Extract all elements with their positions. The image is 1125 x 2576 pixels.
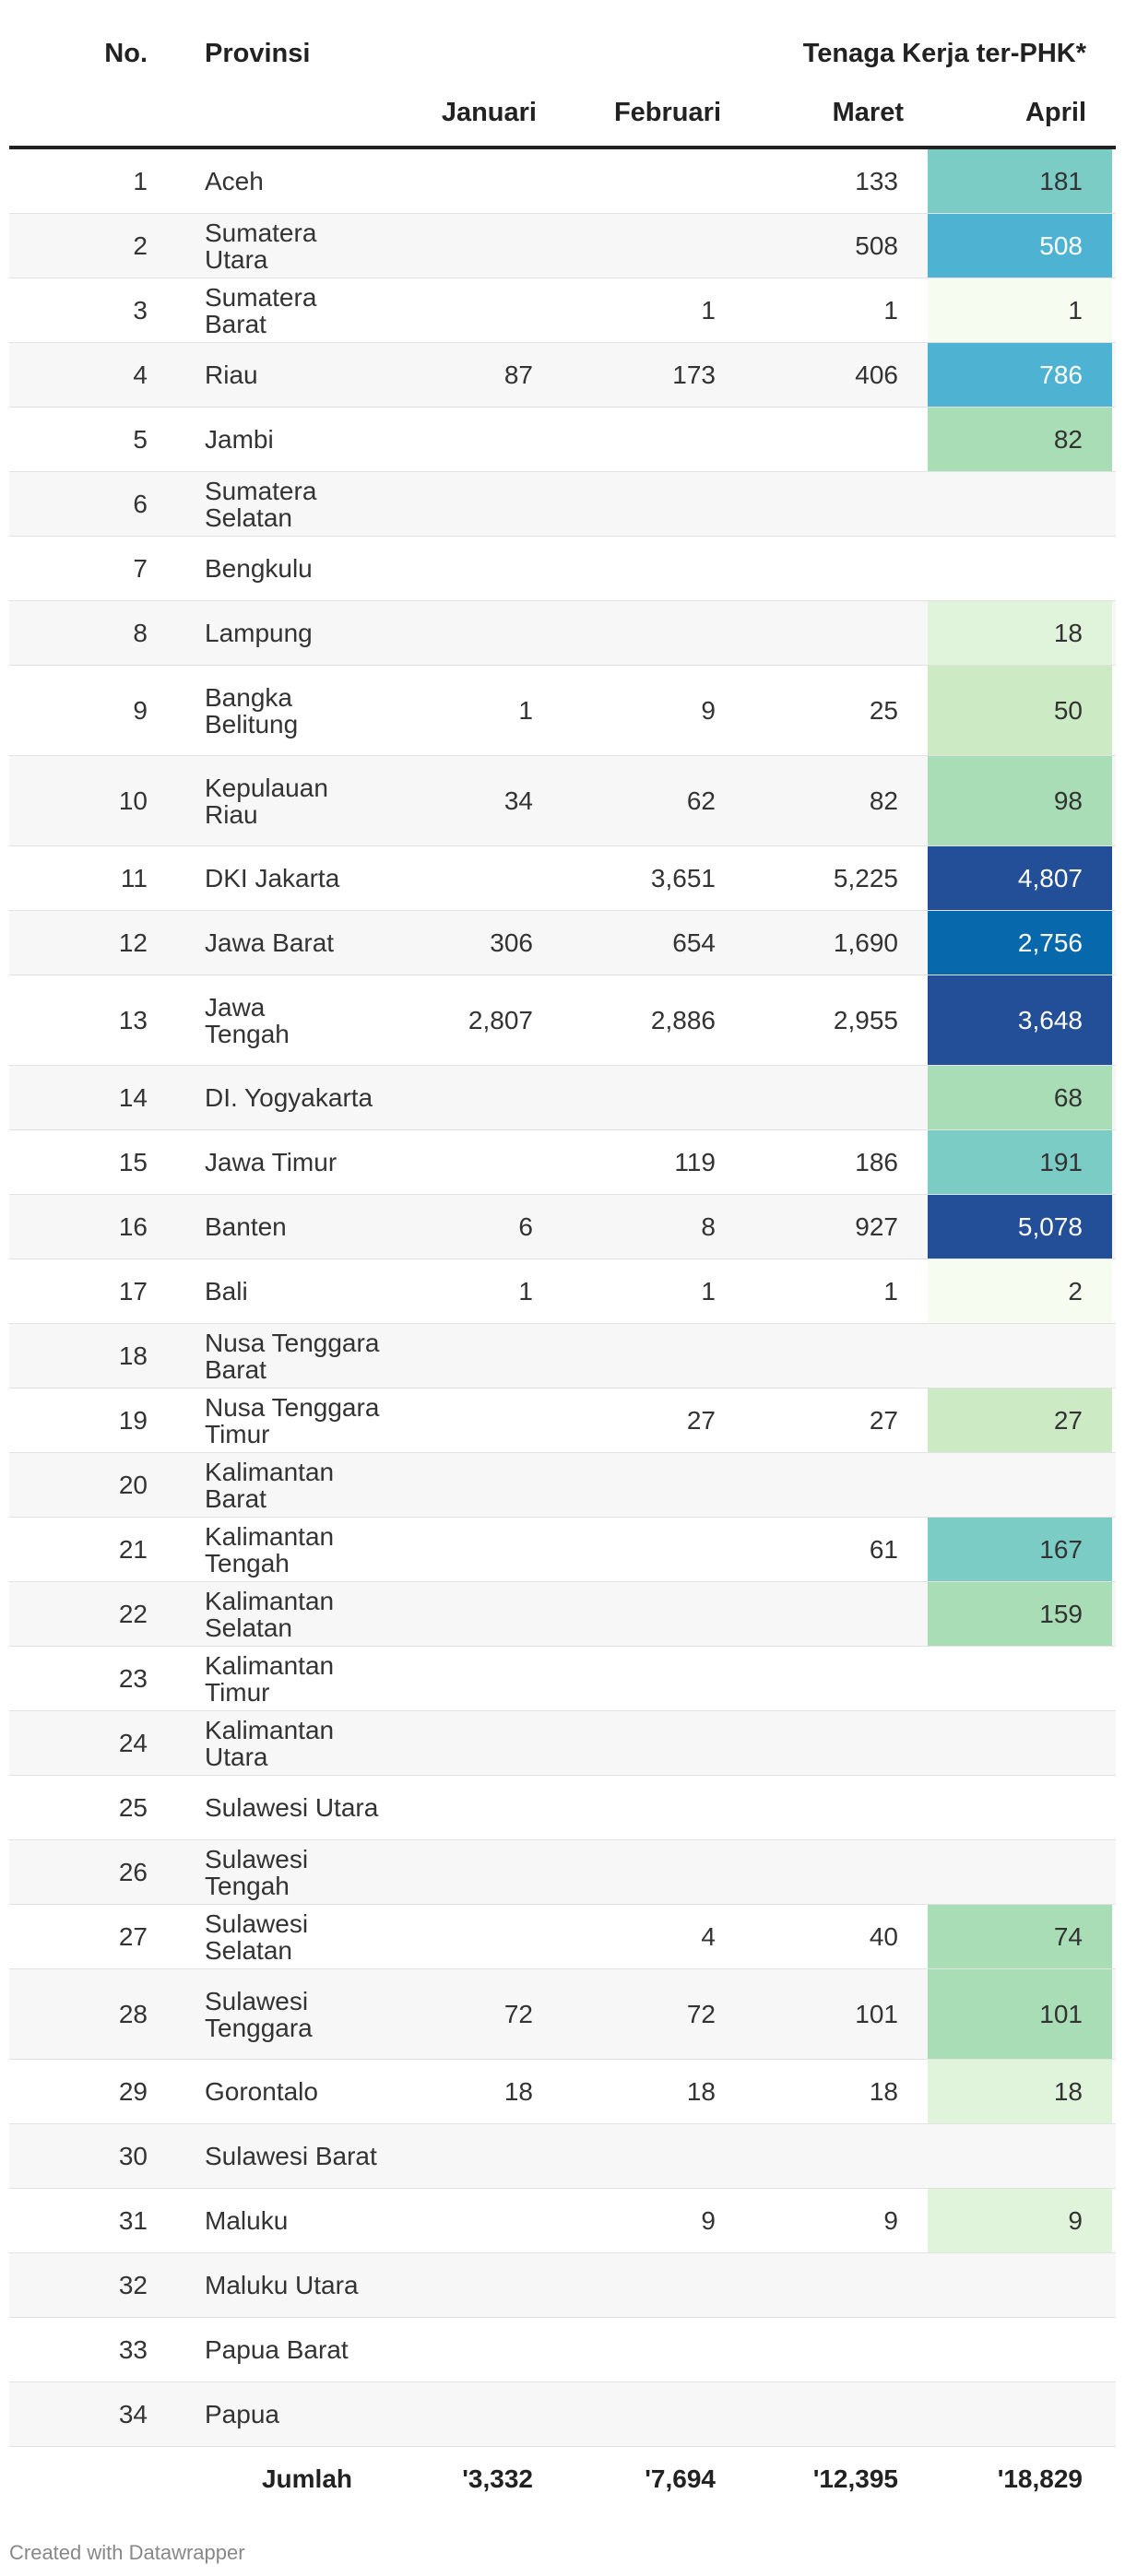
cell-januari: 1 — [518, 695, 533, 725]
cell-april: 159 — [928, 1582, 1112, 1646]
cell-no: 15 — [118, 1147, 148, 1176]
cell-maret: 927 — [855, 1211, 898, 1241]
cell-maret: 508 — [855, 230, 898, 260]
table-row — [9, 2060, 1116, 2124]
table-row — [9, 1647, 1116, 1711]
cell-januari: 34 — [503, 786, 533, 815]
cell-province: Sumatera Barat — [205, 282, 317, 338]
table-row — [9, 537, 1116, 601]
cell-maret — [745, 408, 928, 471]
cell-april: 101 — [928, 1969, 1112, 2059]
datawrapper-credit[interactable]: Created with Datawrapper — [9, 2541, 245, 2564]
cell-no: 30 — [118, 2141, 148, 2170]
cell-no: 1 — [133, 166, 148, 195]
cell-januari: 72 — [503, 1999, 533, 2028]
cell-april — [928, 1840, 1112, 1904]
table-row — [9, 2189, 1116, 2253]
cell-maret: 61 — [869, 1534, 898, 1564]
cell-april: 1 — [928, 278, 1112, 342]
cell-april: 74 — [928, 1905, 1112, 1968]
cell-februari: 173 — [672, 360, 716, 389]
cell-province: Kalimantan Selatan — [205, 1586, 335, 1642]
cell-april — [928, 2318, 1112, 2381]
cell-maret: 18 — [869, 2076, 898, 2106]
header-maret[interactable]: Maret — [832, 98, 904, 127]
total-label: Jumlah — [261, 2464, 352, 2493]
cell-maret: 2,955 — [833, 1005, 898, 1034]
cell-maret: 406 — [855, 360, 898, 389]
header-januari[interactable]: Januari — [441, 98, 537, 127]
cell-province: Nusa Tenggara Barat — [205, 1328, 380, 1384]
cell-no: 31 — [118, 2205, 148, 2235]
table-row — [9, 278, 1116, 343]
cell-april — [928, 1647, 1112, 1710]
cell-province: Jambi — [205, 425, 274, 454]
cell-februari — [562, 149, 745, 213]
cell-no: 2 — [133, 230, 148, 260]
cell-maret: 27 — [869, 1405, 898, 1435]
cell-no: 11 — [120, 863, 148, 892]
cell-januari — [380, 1453, 562, 1517]
cell-maret — [745, 601, 928, 665]
cell-april — [928, 472, 1112, 536]
table-row — [9, 2253, 1116, 2318]
cell-januari — [380, 278, 562, 342]
cell-province: Maluku — [205, 2206, 289, 2235]
cell-province: Sulawesi Tenggara — [205, 1986, 313, 2042]
cell-januari — [380, 2382, 562, 2446]
cell-februari: 9 — [701, 695, 716, 725]
cell-januari — [380, 1324, 562, 1388]
cell-februari — [562, 537, 745, 600]
cell-maret — [745, 2382, 928, 2446]
cell-maret — [745, 1066, 928, 1129]
cell-februari: 62 — [686, 786, 716, 815]
cell-januari — [380, 408, 562, 471]
cell-maret: 5,225 — [833, 863, 898, 892]
cell-no: 7 — [133, 553, 148, 583]
cell-februari: 119 — [674, 1147, 716, 1176]
cell-januari: 87 — [503, 360, 533, 389]
total-row — [9, 2447, 1116, 2511]
cell-province: Kalimantan Tengah — [205, 1521, 335, 1578]
cell-februari: 72 — [686, 1999, 716, 2028]
cell-april: 9 — [928, 2189, 1112, 2252]
cell-province: Sumatera Utara — [205, 218, 317, 274]
header-no[interactable]: No. — [104, 39, 148, 68]
cell-province: Bali — [205, 1277, 248, 1306]
cell-april: 98 — [928, 756, 1112, 845]
cell-province: Sulawesi Barat — [205, 2142, 377, 2170]
cell-province: Jawa Tengah — [205, 992, 290, 1048]
cell-april: 18 — [928, 601, 1112, 665]
cell-maret: 25 — [869, 695, 898, 725]
cell-province: Kalimantan Barat — [205, 1457, 335, 1513]
cell-maret: 40 — [869, 1921, 898, 1951]
cell-januari — [380, 149, 562, 213]
cell-januari — [380, 472, 562, 536]
cell-maret: 9 — [883, 2205, 898, 2235]
cell-april — [928, 1324, 1112, 1388]
table-row — [9, 1518, 1116, 1582]
table-row — [9, 1905, 1116, 1969]
cell-april — [928, 2253, 1112, 2317]
cell-januari — [380, 1840, 562, 1904]
cell-maret — [745, 1711, 928, 1775]
cell-april: 18 — [928, 2060, 1112, 2123]
cell-province: Jawa Timur — [205, 1148, 338, 1176]
cell-februari — [562, 408, 745, 471]
total-maret: '12,395 — [812, 2464, 898, 2493]
cell-februari — [562, 1066, 745, 1129]
cell-province: Aceh — [205, 167, 264, 195]
cell-maret — [745, 1776, 928, 1839]
cell-januari — [380, 1518, 562, 1581]
table-row — [9, 1324, 1116, 1388]
table-row — [9, 601, 1116, 666]
cell-province: Riau — [205, 360, 258, 389]
cell-februari: 654 — [672, 928, 716, 957]
cell-no: 33 — [118, 2334, 148, 2364]
cell-januari — [380, 2253, 562, 2317]
cell-april — [928, 537, 1112, 600]
total-februari: '7,694 — [645, 2464, 716, 2493]
cell-province: Sumatera Selatan — [205, 476, 317, 532]
cell-maret — [745, 472, 928, 536]
cell-januari: 18 — [503, 2076, 533, 2106]
cell-februari — [562, 1711, 745, 1775]
table-row — [9, 1130, 1116, 1195]
cell-no: 9 — [133, 695, 148, 725]
cell-no: 29 — [118, 2076, 148, 2106]
cell-no: 13 — [118, 1005, 148, 1034]
cell-februari: 2,886 — [650, 1005, 716, 1034]
cell-no: 28 — [118, 1999, 148, 2028]
cell-januari — [380, 2124, 562, 2188]
cell-april: 3,648 — [928, 975, 1112, 1065]
cell-maret — [745, 1647, 928, 1710]
cell-januari — [380, 2189, 562, 2252]
cell-maret: 82 — [869, 786, 898, 815]
cell-februari — [562, 214, 745, 278]
header-april[interactable]: April — [1024, 98, 1086, 127]
cell-april: 167 — [928, 1518, 1112, 1581]
cell-januari: 1 — [518, 1276, 533, 1306]
cell-maret — [745, 537, 928, 600]
header-group-title: Tenaga Kerja ter-PHK* — [802, 39, 1086, 68]
cell-april — [928, 1711, 1112, 1775]
cell-februari — [562, 601, 745, 665]
cell-april: 508 — [928, 214, 1112, 278]
cell-april — [928, 2124, 1112, 2188]
table-row — [9, 343, 1116, 408]
cell-januari — [380, 601, 562, 665]
cell-province: Bengkulu — [205, 554, 313, 583]
cell-januari — [380, 1905, 562, 1968]
cell-no: 21 — [118, 1534, 148, 1564]
cell-februari: 3,651 — [650, 863, 716, 892]
cell-no: 3 — [133, 295, 148, 325]
table-row — [9, 1582, 1116, 1647]
cell-province: Papua — [205, 2400, 279, 2428]
table-row — [9, 1453, 1116, 1518]
cell-maret — [745, 1582, 928, 1646]
header-province[interactable]: Provinsi — [205, 39, 311, 68]
cell-province: Lampung — [205, 619, 313, 647]
cell-no: 24 — [118, 1728, 148, 1757]
cell-januari — [380, 1388, 562, 1452]
cell-februari: 1 — [701, 295, 716, 325]
cell-province: DI. Yogyakarta — [205, 1083, 373, 1112]
cell-no: 25 — [118, 1792, 148, 1822]
table-row — [9, 1969, 1116, 2060]
cell-april: 181 — [928, 149, 1112, 213]
cell-februari: 18 — [686, 2076, 716, 2106]
cell-no: 32 — [118, 2270, 148, 2299]
table-row — [9, 1388, 1116, 1453]
total-spacer — [352, 2447, 380, 2511]
cell-maret: 1 — [883, 295, 898, 325]
cell-januari — [380, 1066, 562, 1129]
table-row — [9, 472, 1116, 537]
cell-februari — [562, 2318, 745, 2381]
cell-april: 27 — [928, 1388, 1112, 1452]
cell-maret: 101 — [855, 1999, 898, 2028]
cell-no: 26 — [118, 1857, 148, 1886]
table-row — [9, 1776, 1116, 1840]
cell-maret — [745, 2318, 928, 2381]
cell-no: 18 — [118, 1341, 148, 1370]
cell-januari — [380, 1711, 562, 1775]
cell-februari — [562, 2124, 745, 2188]
cell-januari — [380, 846, 562, 910]
cell-februari — [562, 1776, 745, 1839]
cell-maret — [745, 2253, 928, 2317]
cell-februari — [562, 1324, 745, 1388]
cell-april: 786 — [928, 343, 1112, 407]
cell-maret: 133 — [855, 166, 898, 195]
cell-januari: 2,807 — [468, 1005, 533, 1034]
table-row — [9, 2382, 1116, 2447]
cell-januari — [380, 2318, 562, 2381]
table-row — [9, 1066, 1116, 1130]
cell-februari — [562, 1840, 745, 1904]
cell-februari — [562, 2253, 745, 2317]
cell-april: 5,078 — [928, 1195, 1112, 1258]
cell-no: 8 — [133, 618, 148, 647]
cell-no: 14 — [118, 1082, 148, 1112]
cell-no: 10 — [118, 786, 148, 815]
table-row — [9, 408, 1116, 472]
cell-februari — [562, 1647, 745, 1710]
cell-april: 4,807 — [928, 846, 1112, 910]
cell-februari — [562, 2382, 745, 2446]
cell-maret — [745, 1840, 928, 1904]
cell-januari — [380, 1130, 562, 1194]
cell-april — [928, 1776, 1112, 1839]
cell-januari — [380, 214, 562, 278]
cell-maret: 186 — [855, 1147, 898, 1176]
cell-februari: 1 — [701, 1276, 716, 1306]
cell-april: 2 — [928, 1259, 1112, 1323]
cell-april — [928, 1453, 1112, 1517]
cell-no: 5 — [133, 424, 148, 454]
cell-no: 19 — [118, 1405, 148, 1435]
cell-februari: 4 — [701, 1921, 716, 1951]
cell-province: Kepulauan Riau — [205, 773, 328, 829]
cell-april: 82 — [928, 408, 1112, 471]
table-row — [9, 149, 1116, 214]
cell-januari — [380, 1647, 562, 1710]
cell-februari — [562, 1582, 745, 1646]
cell-maret — [745, 2124, 928, 2188]
cell-province: Kalimantan Timur — [205, 1650, 335, 1707]
cell-no: 16 — [118, 1211, 148, 1241]
header-februari[interactable]: Februari — [613, 98, 721, 127]
cell-no: 34 — [118, 2399, 148, 2428]
cell-april: 2,756 — [928, 911, 1112, 975]
cell-province: Papua Barat — [205, 2335, 349, 2364]
cell-province: Gorontalo — [205, 2077, 318, 2106]
cell-maret: 1 — [883, 1276, 898, 1306]
table-row — [9, 2318, 1116, 2382]
cell-januari — [380, 1582, 562, 1646]
table-row — [9, 1840, 1116, 1905]
cell-province: Nusa Tenggara Timur — [205, 1392, 380, 1448]
table-row — [9, 214, 1116, 278]
cell-no: 6 — [133, 489, 148, 518]
table-row — [9, 975, 1116, 1066]
cell-januari — [380, 1776, 562, 1839]
cell-april — [928, 2382, 1112, 2446]
cell-no: 23 — [118, 1663, 148, 1693]
total-april: '18,829 — [997, 2464, 1083, 2493]
table-row — [9, 1195, 1116, 1259]
table-row — [9, 846, 1116, 911]
cell-januari — [380, 537, 562, 600]
cell-no: 12 — [118, 928, 148, 957]
table-row — [9, 756, 1116, 846]
data-table — [9, 0, 1116, 2511]
cell-februari — [562, 472, 745, 536]
table-row — [9, 2124, 1116, 2189]
cell-province: Kalimantan Utara — [205, 1715, 335, 1771]
cell-no: 20 — [118, 1470, 148, 1499]
cell-no: 4 — [133, 360, 148, 389]
table-row — [9, 666, 1116, 756]
cell-no: 22 — [118, 1599, 148, 1628]
cell-no: 27 — [118, 1921, 148, 1951]
cell-februari — [562, 1453, 745, 1517]
cell-april: 68 — [928, 1066, 1112, 1129]
cell-februari: 9 — [701, 2205, 716, 2235]
table-body — [9, 149, 1116, 2447]
cell-no: 17 — [118, 1276, 148, 1306]
cell-februari: 8 — [701, 1211, 716, 1241]
cell-april: 50 — [928, 666, 1112, 755]
cell-province: Maluku Utara — [205, 2271, 359, 2299]
cell-maret: 1,690 — [833, 928, 898, 957]
cell-province: DKI Jakarta — [205, 864, 340, 892]
cell-april: 191 — [928, 1130, 1112, 1194]
cell-februari — [562, 1518, 745, 1581]
cell-province: Sulawesi Tengah — [205, 1844, 309, 1900]
cell-januari: 306 — [490, 928, 533, 957]
table-row — [9, 911, 1116, 975]
cell-februari: 27 — [686, 1405, 716, 1435]
cell-province: Sulawesi Selatan — [205, 1908, 309, 1965]
cell-maret — [745, 1324, 928, 1388]
table-row — [9, 1711, 1116, 1776]
cell-januari: 6 — [518, 1211, 533, 1241]
cell-province: Sulawesi Utara — [205, 1793, 379, 1822]
cell-maret — [745, 1453, 928, 1517]
cell-province: Jawa Barat — [205, 928, 335, 957]
total-januari: '3,332 — [462, 2464, 533, 2493]
table-header — [9, 0, 1116, 149]
table-row — [9, 1259, 1116, 1324]
cell-province: Bangka Belitung — [205, 682, 299, 739]
cell-province: Banten — [205, 1212, 287, 1241]
